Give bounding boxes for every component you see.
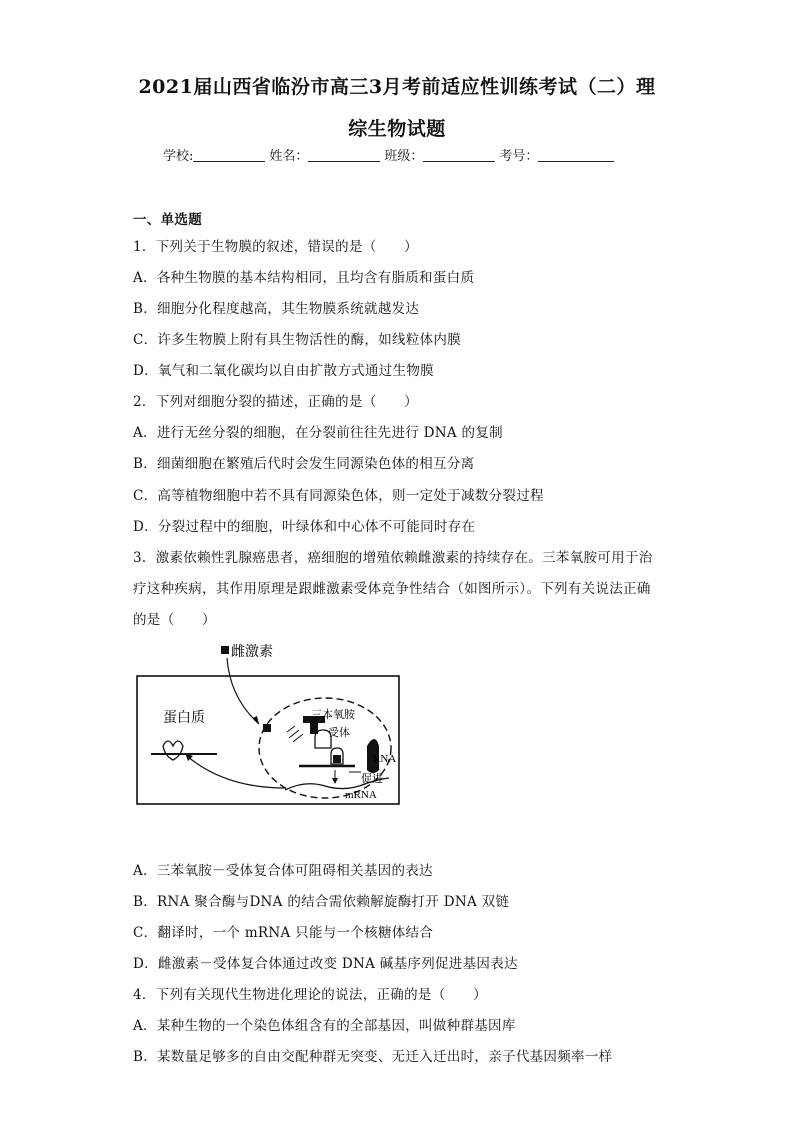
title-line-2: 综生物试题: [348, 118, 446, 140]
estrogen-receptor-diagram: [135, 638, 405, 808]
q3-option-d: D．雌激素－受体复合体通过改变 DNA 碱基序列促进基因表达: [133, 956, 518, 972]
q4-option-b: B．某数量足够多的自由交配种群无突变、无迁入迁出时，亲子代基因频率一样: [133, 1049, 613, 1065]
q1-option-b: B．细胞分化程度越高，其生物膜系统就越发达: [133, 301, 420, 317]
receptor-label: 受体: [328, 727, 350, 739]
q4-option-a: A．某种生物的一个染色体组含有的全部基因，叫做种群基因库: [133, 1018, 516, 1034]
name-blank: [308, 147, 380, 162]
q1-option-a: A．各种生物膜的基本结构相同，且均含有脂质和蛋白质: [133, 270, 475, 286]
q3-stem-line-2: 疗这种疾病，其作用原理是跟雌激素受体竞争性结合（如图所示）。下列有关说法正确: [133, 581, 651, 597]
protein-icon: [163, 741, 183, 760]
q3-stem-line-1: 3．激素依赖性乳腺癌患者，癌细胞的增殖依赖雌激素的持续存在。三苯氧胺可用于治: [133, 550, 653, 566]
q2-option-b: B．细菌细胞在繁殖后代时会发生同源染色体的相互分离: [133, 456, 475, 472]
school-label: 学校:: [163, 149, 194, 164]
q2-option-c: C．高等植物细胞中若不具有同源染色体，则一定处于减数分裂过程: [133, 488, 544, 504]
protein-label: 蛋白质: [163, 711, 205, 726]
q3-option-b: B．RNA 聚合酶与DNA 的结合需依赖解旋酶打开 DNA 双链: [133, 894, 510, 910]
cell-outline: [137, 676, 399, 804]
rna-label: RNA: [373, 753, 397, 765]
q2-option-a: A．进行无丝分裂的细胞，在分裂前往往先进行 DNA 的复制: [133, 425, 503, 441]
number-blank: [538, 147, 614, 162]
q1-stem: 1．下列关于生物膜的叙述，错误的是（ ）: [133, 239, 418, 255]
hatching: [287, 726, 303, 742]
class-blank: [423, 147, 495, 162]
estrogen-square-icon: [221, 646, 229, 654]
estrogen-bound-icon: [333, 755, 341, 763]
estrogen-label: 雌激素: [231, 645, 273, 660]
arrow-head: [253, 716, 259, 724]
section-heading: 一、单选题: [133, 212, 202, 228]
q2-option-d: D．分裂过程中的细胞，叶绿体和中心体不可能同时存在: [133, 519, 476, 535]
q3-option-a: A．三苯氧胺－受体复合体可阻碍相关基因的表达: [133, 863, 433, 879]
school-blank: [193, 147, 265, 162]
title-line-1: 2021届山西省临汾市高三3月考前适应性训练考试（二）理: [138, 76, 656, 98]
q2-stem: 2．下列对细胞分裂的描述，正确的是（ ）: [133, 394, 418, 410]
tamoxifen-label: 三本氧胺: [311, 709, 355, 721]
q1-option-d: D．氧气和二氧化碳均以自由扩散方式通过生物膜: [133, 363, 434, 379]
estrogen-entry-arrow: [227, 658, 259, 724]
translation-arrow: [187, 756, 285, 788]
mrna-label: mRNA: [345, 789, 377, 801]
student-info-row: [163, 145, 618, 164]
q3-stem-line-3: 的是（ ）: [133, 612, 216, 628]
number-label: 考号：: [499, 149, 539, 164]
q1-option-c: C．许多生物膜上附有具生物活性的酶，如线粒体内膜: [133, 332, 462, 348]
name-label: 姓名：: [269, 149, 309, 164]
q4-stem: 4．下列有关现代生物进化理论的说法，正确的是（ ）: [133, 987, 487, 1003]
q3-option-c: C．翻译时，一个 mRNA 只能与一个核糖体结合: [133, 925, 434, 941]
promote-label: 促进: [361, 773, 383, 785]
class-label: 班级：: [384, 149, 424, 164]
